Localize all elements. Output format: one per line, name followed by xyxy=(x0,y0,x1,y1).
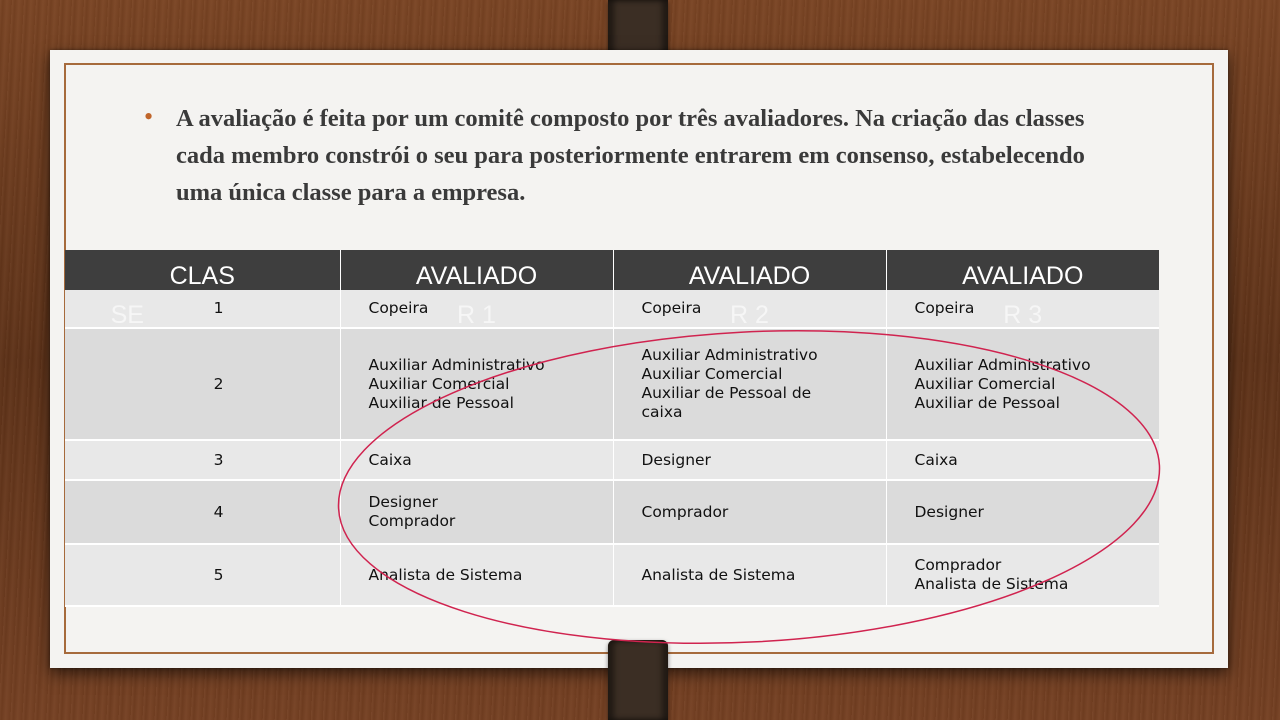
cell-avaliador-2 xyxy=(613,328,886,440)
cell-avaliador-3 xyxy=(886,440,1159,480)
cell-text: Auxiliar de Pessoal xyxy=(368,393,514,412)
cell-text: Auxiliar Administrativo xyxy=(641,346,818,364)
cell-text: Copeira xyxy=(641,299,702,317)
cell-text: Auxiliar Administrativo xyxy=(914,355,1091,374)
cell-text: Copeira xyxy=(914,299,975,317)
cell-text: Comprador xyxy=(914,556,1002,574)
cell-classe: 3 xyxy=(65,440,340,480)
cell-text: Analista de Sistema xyxy=(368,565,523,584)
cell-text: Auxiliar Comercial xyxy=(368,374,510,393)
bullet-paragraph: A avaliação é feita por um comitê composto por três avaliadores. Na criação das classes cada membro constrói o seu para posteriormente entrarem em consenso, estabelecendo uma única classe para a empresa. xyxy=(176,105,1085,206)
cell-text: Designer xyxy=(368,493,438,511)
cell-text: Copeira xyxy=(368,299,429,317)
cell-text: Caixa xyxy=(914,450,958,469)
cell-text: Auxiliar de Pessoal xyxy=(914,393,1060,412)
cell-text: Comprador xyxy=(368,512,456,530)
cell-text: Designer xyxy=(914,502,984,521)
cell-text: Caixa xyxy=(368,450,412,469)
cell-avaliador-3 xyxy=(886,480,1159,544)
cell-classe: 2 xyxy=(65,328,340,440)
header-classe-line1: CLAS xyxy=(169,262,235,290)
table-row xyxy=(65,440,1159,480)
cell-text: Auxiliar Comercial xyxy=(914,374,1056,393)
header-avaliador-1-line1: AVALIADO xyxy=(415,262,538,290)
cell-text: Analista de Sistema xyxy=(914,575,1069,593)
cell-text: Auxiliar Administrativo xyxy=(368,355,545,374)
cell-classe: 1 xyxy=(65,290,340,328)
table-row xyxy=(65,544,1159,606)
cell-avaliador-1 xyxy=(340,480,613,544)
cell-avaliador-2 xyxy=(613,440,886,480)
cell-text: Comprador xyxy=(641,502,729,521)
header-classe xyxy=(65,250,340,329)
cell-text: caixa xyxy=(641,403,683,421)
cell-avaliador-1 xyxy=(340,328,613,440)
cell-text: Auxiliar de Pessoal de xyxy=(641,384,812,402)
cell-avaliador-1 xyxy=(340,440,613,480)
cell-classe: 4 xyxy=(65,480,340,544)
table-row xyxy=(65,480,1159,544)
cell-avaliador-1 xyxy=(340,544,613,606)
header-avaliador-3-line2: R 3 xyxy=(1003,301,1043,329)
header-avaliador-3-line1: AVALIADO xyxy=(962,262,1084,290)
cell-text: Designer xyxy=(641,450,711,469)
header-classe-line2: SE xyxy=(110,301,144,329)
table-header-row xyxy=(65,250,1159,290)
cell-avaliador-3 xyxy=(886,544,1159,606)
cell-text: Analista de Sistema xyxy=(641,565,796,584)
cell-text: Auxiliar Comercial xyxy=(641,365,783,383)
header-avaliador-2-line2: R 2 xyxy=(730,301,769,329)
cell-classe: 5 xyxy=(65,544,340,606)
cell-avaliador-3 xyxy=(886,328,1159,440)
cell-avaliador-2 xyxy=(613,544,886,606)
bottom-binder-strap xyxy=(608,640,668,720)
bullet-icon: • xyxy=(144,102,154,131)
table-row xyxy=(65,328,1159,440)
classes-table xyxy=(65,250,1159,607)
cell-avaliador-2 xyxy=(613,480,886,544)
header-avaliador-1-line2: R 1 xyxy=(457,301,496,329)
header-avaliador-2-line1: AVALIADO xyxy=(688,262,811,290)
